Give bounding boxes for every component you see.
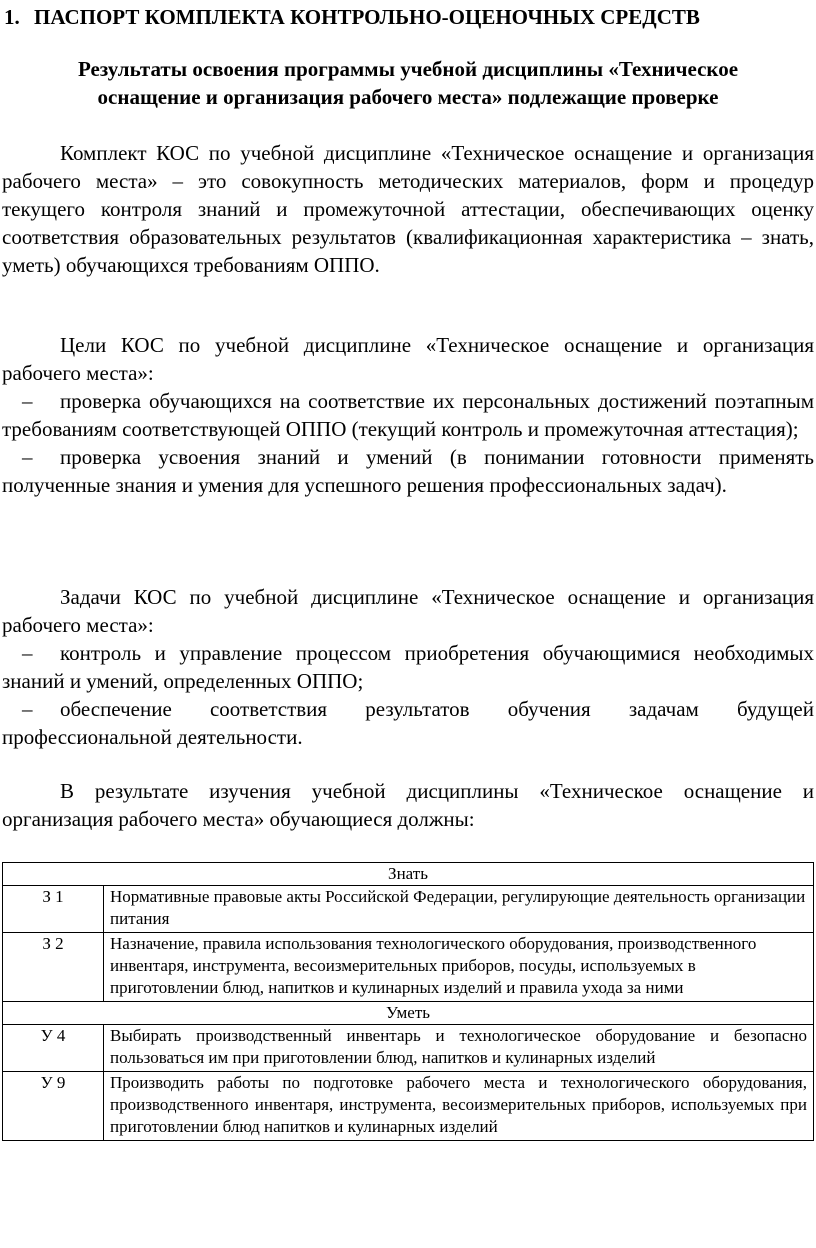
row-code: У 9 — [3, 1072, 104, 1141]
table-section-row — [3, 863, 814, 886]
results-subheading — [0, 55, 816, 111]
table-row — [3, 1072, 814, 1141]
dash-marker: – — [22, 641, 33, 665]
section-title: ПАСПОРТ КОМПЛЕКТА КОНТРОЛЬНО-ОЦЕНОЧНЫХ СРЕДСТВ — [34, 5, 700, 29]
dash-marker: – — [22, 389, 33, 413]
dash-marker: – — [22, 697, 33, 721]
row-code: З 2 — [3, 933, 104, 1002]
know-section-header: Знать — [3, 863, 814, 886]
goals-item — [2, 387, 814, 443]
row-description: Производить работы по подготовке рабочего места и технологического оборудования, производственного инвентаря, инструмента, весоизмерительных приборов, используемых при приготовлении блюд напитков и кулинарных изделий — [104, 1072, 814, 1141]
row-code: У 4 — [3, 1025, 104, 1072]
tasks-block — [2, 583, 814, 751]
goals-item-text: проверка обучающихся на соответствие их персональных достижений поэтапным требованиям соответствующей ОППО (текущий контроль и промежуточная аттестация); — [2, 389, 814, 441]
table-section-row — [3, 1002, 814, 1025]
tasks-item-text: контроль и управление процессом приобретения обучающимися необходимых знаний и умений, определенных ОППО; — [2, 641, 814, 693]
section-number: 1. — [4, 5, 20, 29]
competency-table — [2, 862, 814, 1141]
intro-block — [2, 139, 814, 279]
dash-marker: – — [22, 445, 33, 469]
subheading-line-2: оснащение и организация рабочего места» подлежащие проверке — [97, 85, 719, 109]
can-section-header: Уметь — [3, 1002, 814, 1025]
table-row — [3, 1025, 814, 1072]
goals-lead: Цели КОС по учебной дисциплине «Техническое оснащение и организация рабочего места»: — [2, 333, 814, 385]
row-description: Назначение, правила использования технологического оборудования, производственного инвентаря, инструмента, весоизмерительных приборов, посуды, используемых в приготовлении блюд, напитков и кулинарных изделий и правила ухода за ними — [104, 933, 814, 1002]
goals-item — [2, 443, 814, 499]
intro-paragraph: Комплект КОС по учебной дисциплине «Техническое оснащение и организация рабочего места» – это совокупность методических материалов, форм и процедур текущего контроля знаний и промежуточной аттестации, обеспечивающих оценку соответствия образовательных результатов (квалификационная характеристика – знать, уметь) обучающихся требованиям ОППО. — [2, 141, 814, 277]
table-row — [3, 933, 814, 1002]
result-paragraph: В результате изучения учебной дисциплины «Техническое оснащение и организация рабочего места» обучающиеся должны: — [2, 779, 814, 831]
section-heading — [4, 2, 816, 32]
subheading-line-1: Результаты освоения программы учебной дисциплины «Техническое — [77, 57, 739, 81]
tasks-item-text: обеспечение соответствия результатов обучения задачам будущей профессиональной деятельности. — [2, 697, 814, 749]
tasks-lead: Задачи КОС по учебной дисциплине «Техническое оснащение и организация рабочего места»: — [2, 585, 814, 637]
row-description: Нормативные правовые акты Российской Федерации, регулирующие деятельность организации питания — [104, 886, 814, 933]
row-description: Выбирать производственный инвентарь и технологическое оборудование и безопасно пользоваться им при приготовлении блюд, напитков и кулинарных изделий — [104, 1025, 814, 1072]
tasks-item — [2, 639, 814, 695]
row-code: З 1 — [3, 886, 104, 933]
result-block — [2, 777, 814, 833]
goals-block — [2, 331, 814, 499]
tasks-item — [2, 695, 814, 751]
table-row — [3, 886, 814, 933]
goals-item-text: проверка усвоения знаний и умений (в понимании готовности применять полученные знания и умения для успешного решения профессиональных задач). — [2, 445, 814, 497]
